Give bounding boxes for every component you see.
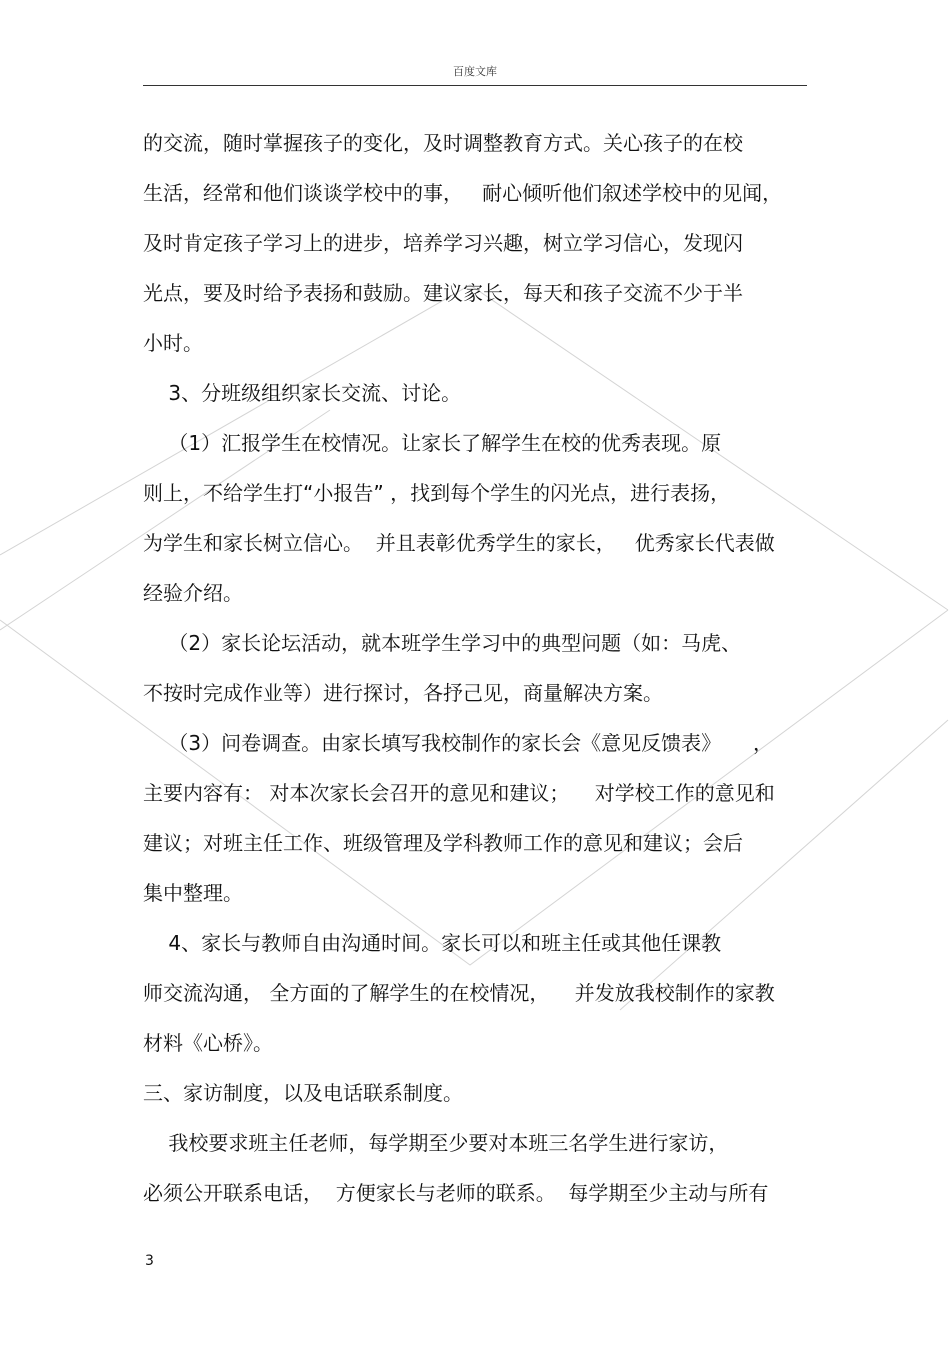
section-heading: 4、家长与教师自由沟通时间。家长可以和班主任或其他任课教: [143, 931, 722, 955]
paragraph-line: （1）汇报学生在校情况。让家长了解学生在校的优秀表现。原: [143, 431, 722, 455]
paragraph-line: 必须公开联系电话， 方便家长与老师的联系。 每学期至少主动与所有: [143, 1181, 769, 1205]
paragraph-line: 及时肯定孩子学习上的进步，培养学习兴趣，树立学习信心，发现闪: [143, 231, 743, 255]
paragraph-line: 不按时完成作业等）进行探讨，各抒己见，商量解决方案。: [143, 681, 663, 705]
paragraph-line: 建议；对班主任工作、班级管理及学科教师工作的意见和建议；会后: [143, 831, 743, 855]
page-number: 3: [145, 1253, 154, 1269]
paragraph-line: 师交流沟通， 全方面的了解学生的在校情况， 并发放我校制作的家教: [143, 981, 775, 1005]
paragraph-line: 光点，要及时给予表扬和鼓励。建议家长，每天和孩子交流不少于半: [143, 281, 743, 305]
paragraph-line: 的交流，随时掌握孩子的变化，及时调整教育方式。关心孩子的在校: [143, 131, 743, 155]
paragraph-line: 则上，不给学生打“小报告” ，找到每个学生的闪光点，进行表扬，: [143, 481, 731, 505]
paragraph-line: 生活，经常和他们谈谈学校中的事， 耐心倾听他们叙述学校中的见闻，: [143, 181, 783, 205]
paragraph-line: 材料《心桥》。: [143, 1031, 273, 1055]
paragraph-line: 为学生和家长树立信心。 并且表彰优秀学生的家长， 优秀家长代表做: [143, 531, 775, 555]
paragraph-line: （3）问卷调查。由家长填写我校制作的家长会《意见反馈表》 ，: [143, 731, 773, 755]
paragraph-line: 小时。: [143, 331, 203, 355]
paragraph-line: 主要内容有： 对本次家长会召开的意见和建议； 对学校工作的意见和: [143, 781, 775, 805]
paragraph-line: 我校要求班主任老师，每学期至少要对本班三名学生进行家访，: [143, 1131, 729, 1155]
paragraph-line: 经验介绍。: [143, 581, 243, 605]
section-heading: 3、分班级组织家长交流、讨论。: [143, 381, 462, 405]
paragraph-line: 集中整理。: [143, 881, 243, 905]
paragraph-line: （2）家长论坛活动，就本班学生学习中的典型问题（如：马虎、: [143, 631, 742, 655]
header-title: 百度文库: [453, 65, 497, 78]
section-heading: 三、家访制度，以及电话联系制度。: [143, 1081, 463, 1105]
header-divider: [143, 85, 807, 86]
